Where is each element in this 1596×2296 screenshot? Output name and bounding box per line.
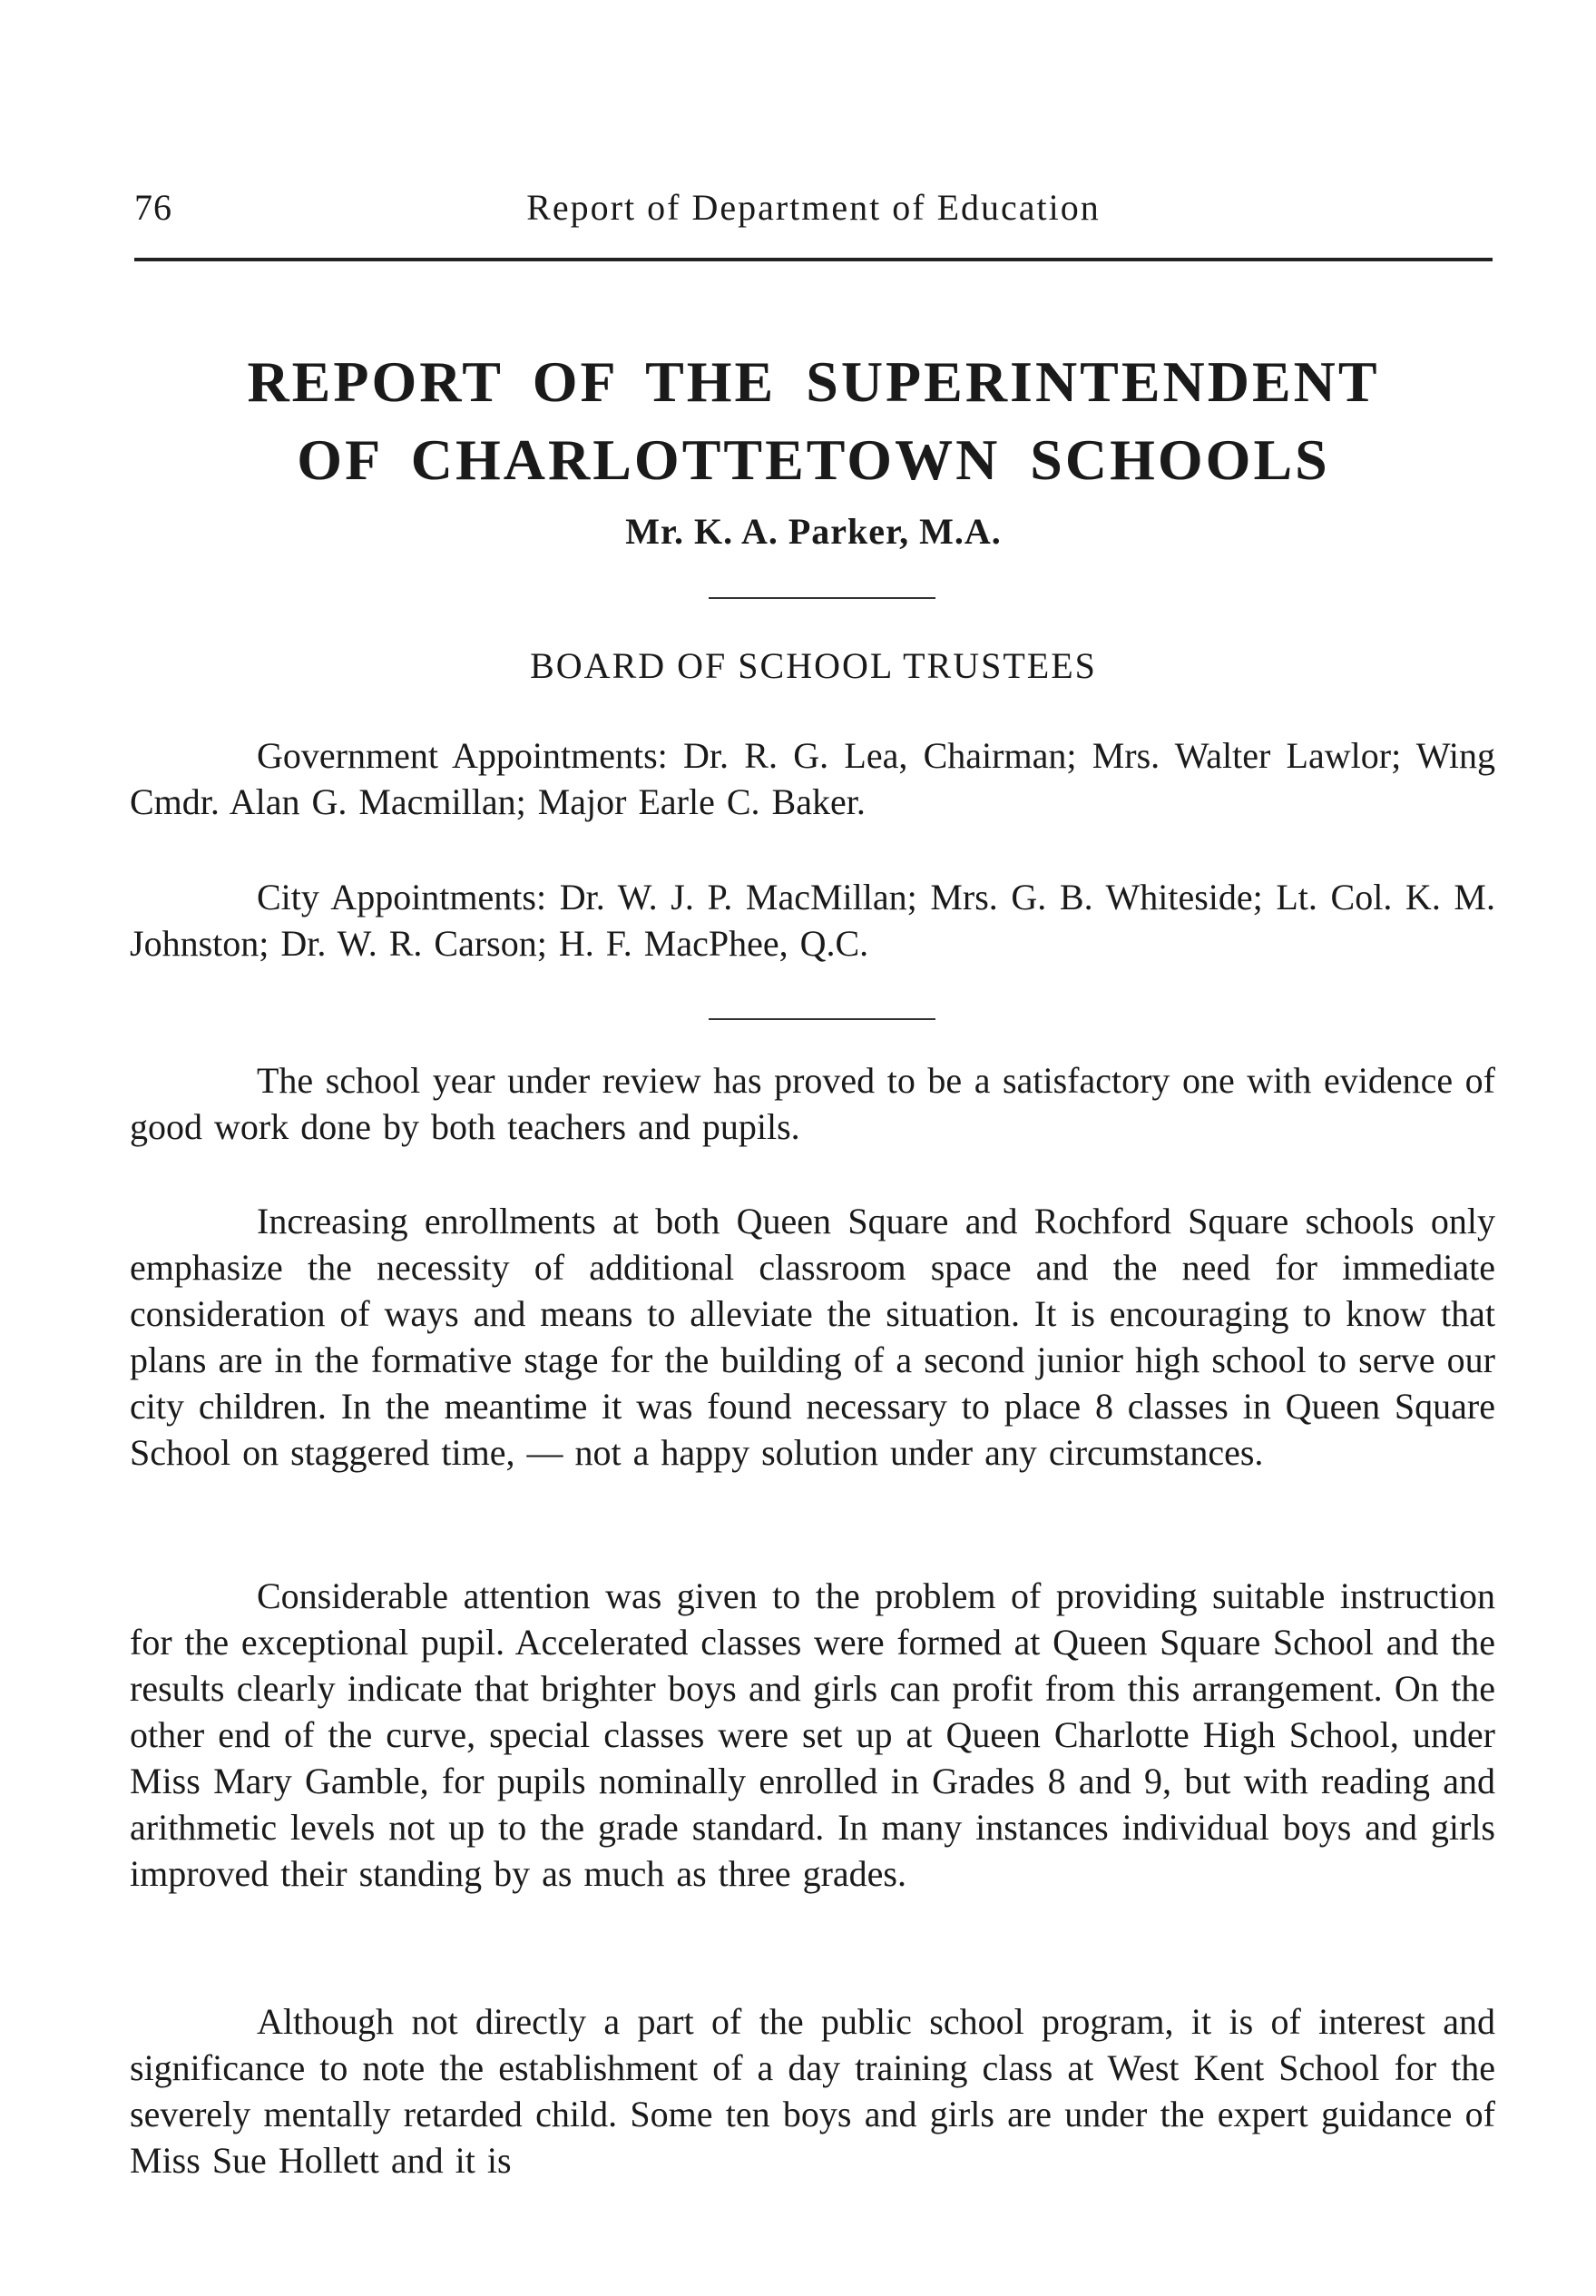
body-paragraph: Although not directly a part of the public school program, it is of interest and significance to note the establishment of a day training class at West Kent School for the severely mentally retarded child. Some ten boys and girls are under the expert guidance of Miss Sue Hollett and it is	[130, 2001, 1495, 2181]
body-paragraph: Increasing enrollments at both Queen Square and Rochford Square schools only emphasize the necessity of additional classroom space and the need for immediate consideration of ways and means to alleviate the situation. It is encouraging to know that plans are in the formative stage for the building of a second junior high school to serve our city children. In the meantime it was found necessary to place 8 classes in Queen Square School on staggered time, — not a happy solution under any circumstances.	[130, 1201, 1495, 1473]
board-heading: BOARD OF SCHOOL TRUSTEES	[530, 645, 1097, 686]
header-rule	[134, 258, 1493, 261]
government-appointments: Government Appointments: Dr. R. G. Lea, Chairman; Mrs. Walter Lawlor; Wing Cmdr. Alan G. Macmillan; Major Earle C. Baker.	[130, 735, 1495, 822]
running-header	[134, 186, 1493, 240]
author-byline: Mr. K. A. Parker, M.A.	[625, 511, 1002, 552]
section-divider	[709, 1018, 935, 1020]
section-divider	[709, 597, 935, 599]
city-appointments: City Appointments: Dr. W. J. P. MacMillan; Mrs. G. B. Whiteside; Lt. Col. K. M. Johnston; Dr. W. R. Carson; H. F. MacPhee, Q.C.	[130, 877, 1495, 964]
report-title-line-2: OF CHARLOTTETOWN SCHOOLS	[297, 427, 1330, 492]
body-paragraph: Considerable attention was given to the problem of providing suitable instruction for the exceptional pupil. Accelerated classes were formed at Queen Square School and the results clearly indicate that brighter boys and girls can profit from this arrangement. On the other end of the curve, special classes were set up at Queen Charlotte High School, under Miss Mary Gamble, for pupils nominally enrolled in Grades 8 and 9, but with reading and arithmetic levels not up to the grade standard. In many instances individual boys and girls improved their standing by as much as three grades.	[130, 1575, 1495, 1894]
report-title	[134, 343, 1493, 499]
page-number: 76	[134, 187, 172, 228]
body-paragraph: The school year under review has proved to be a satisfactory one with evidence of good work done by both teachers and pupils.	[130, 1060, 1495, 1147]
running-title: Report of Department of Education	[526, 187, 1101, 228]
report-title-line-1: REPORT OF THE SUPERINTENDENT	[247, 349, 1380, 414]
